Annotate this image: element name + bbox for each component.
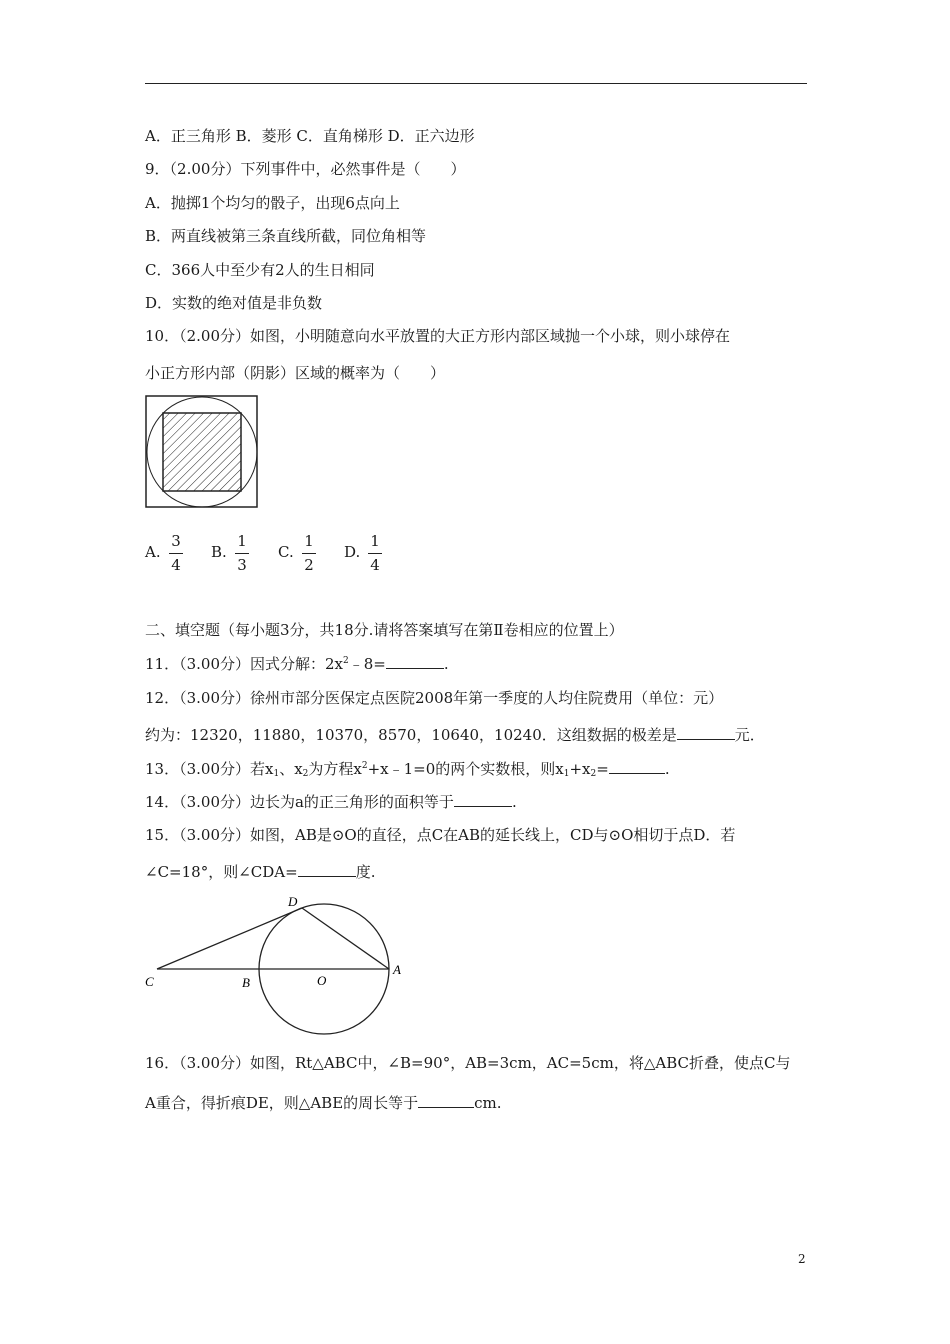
q12-text: 约为：12320，11880，10370，8570，10640，10240．这组数据的极差是 (145, 726, 677, 744)
q13-text: 为方程x (308, 760, 362, 778)
q12-unit: 元． (734, 726, 765, 744)
answer-blank (677, 725, 735, 740)
q11 (145, 654, 449, 674)
denominator: 4 (171, 556, 181, 574)
q13 (145, 759, 670, 779)
q13-text: 13．（3.00分）若x (145, 760, 274, 778)
label-b: B (242, 975, 250, 990)
q13-text: 、x (279, 760, 303, 778)
fraction-bar (368, 553, 382, 554)
option-label: C. (278, 543, 294, 561)
q16-unit: cm. (474, 1094, 502, 1112)
fraction (169, 532, 183, 575)
q8-choices: A．正三角形 B．菱形 C．直角梯形 D．正六边形 (145, 127, 475, 145)
q13-text: = (596, 760, 609, 778)
denominator: 3 (237, 556, 247, 574)
q12-line2 (145, 725, 765, 745)
q15-line2 (145, 862, 375, 882)
q11-text: 11．（3.00分）因式分解：2x (145, 655, 343, 673)
fraction-bar (235, 553, 249, 554)
q14-text: 14．（3.00分）边长为a的正三角形的面积等于 (145, 793, 454, 811)
q10-stem-line1: 10．（2.00分）如图，小明随意向水平放置的大正方形内部区域抛一个小球，则小球停在 (145, 327, 730, 345)
q9-option-c: C．366人中至少有2人的生日相同 (145, 261, 375, 279)
denominator: 4 (370, 556, 380, 574)
q15-text: ∠C=18°，则∠CDA= (145, 863, 298, 881)
subscript: 1 (273, 769, 280, 779)
q11-exponent: 2 (343, 656, 349, 666)
answer-blank (386, 654, 444, 669)
q9-option-a: A．抛掷1个均匀的骰子，出现6点向上 (145, 194, 400, 212)
q12-line1: 12．（3.00分）徐州市部分医保定点医院2008年第一季度的人均住院费用（单位：元） (145, 689, 724, 707)
shaded-inner-square (163, 413, 241, 491)
q13-text: +x﹣1=0的两个实数根，则x (367, 760, 564, 778)
fraction (368, 532, 382, 575)
answer-blank (418, 1093, 474, 1108)
answer-blank (454, 792, 512, 807)
q11-text-cont: ﹣8= (348, 655, 386, 673)
q9-option-b: B．两直线被第三条直线所截，同位角相等 (145, 227, 427, 245)
q16-line1: 16．（3.00分）如图，Rt△ABC中，∠B=90°，AB=3cm，AC=5cm，将△ABC折叠，使点C与 (145, 1054, 791, 1072)
q15-tangent-circle-figure (140, 890, 410, 1035)
q14 (145, 792, 517, 812)
q15-unit: 度. (355, 863, 376, 881)
header-rule (145, 83, 807, 84)
q13-text: +x (569, 760, 591, 778)
fraction-bar (302, 553, 316, 554)
label-d: D (288, 894, 298, 909)
tangent-cd (157, 908, 302, 969)
fraction-bar (169, 553, 183, 554)
denominator: 2 (304, 556, 314, 574)
subscript: 2 (302, 769, 309, 779)
section-heading: 二、填空题（每小题3分，共18分.请将答案填写在第Ⅱ卷相应的位置上） (145, 621, 624, 639)
q16-text: A重合，得折痕DE，则△ABE的周长等于 (145, 1094, 419, 1112)
q14-period: . (511, 793, 517, 811)
fraction (235, 532, 249, 575)
option-label: B. (211, 543, 227, 561)
q13-period: . (664, 760, 670, 778)
q11-period: . (443, 655, 449, 673)
chord-da (302, 908, 389, 969)
q10-stem-line2: 小正方形内部（阴影）区域的概率为（ ） (145, 364, 446, 382)
superscript: 2 (361, 761, 368, 771)
numerator: 1 (370, 532, 380, 550)
label-o: O (317, 973, 327, 988)
label-a: A (393, 962, 401, 977)
q15-line1: 15．（3.00分）如图，AB是⊙O的直径，点C在AB的延长线上，CD与⊙O相切于点D．若 (145, 826, 736, 844)
answer-blank (298, 862, 356, 877)
subscript: 2 (590, 769, 597, 779)
option-label: A. (145, 543, 161, 561)
q9-stem: 9．（2.00分）下列事件中，必然事件是（ ） (145, 160, 466, 178)
numerator: 1 (304, 532, 314, 550)
numerator: 1 (237, 532, 247, 550)
option-label: D. (344, 543, 361, 561)
answer-blank (609, 759, 665, 774)
page-number: 2 (798, 1252, 806, 1266)
q16-line2 (145, 1093, 502, 1113)
subscript: 1 (563, 769, 570, 779)
numerator: 3 (171, 532, 181, 550)
fraction (302, 532, 316, 575)
q9-option-d: D．实数的绝对值是非负数 (145, 294, 323, 312)
label-c: C (145, 974, 154, 989)
q10-square-circle-figure (145, 395, 259, 509)
